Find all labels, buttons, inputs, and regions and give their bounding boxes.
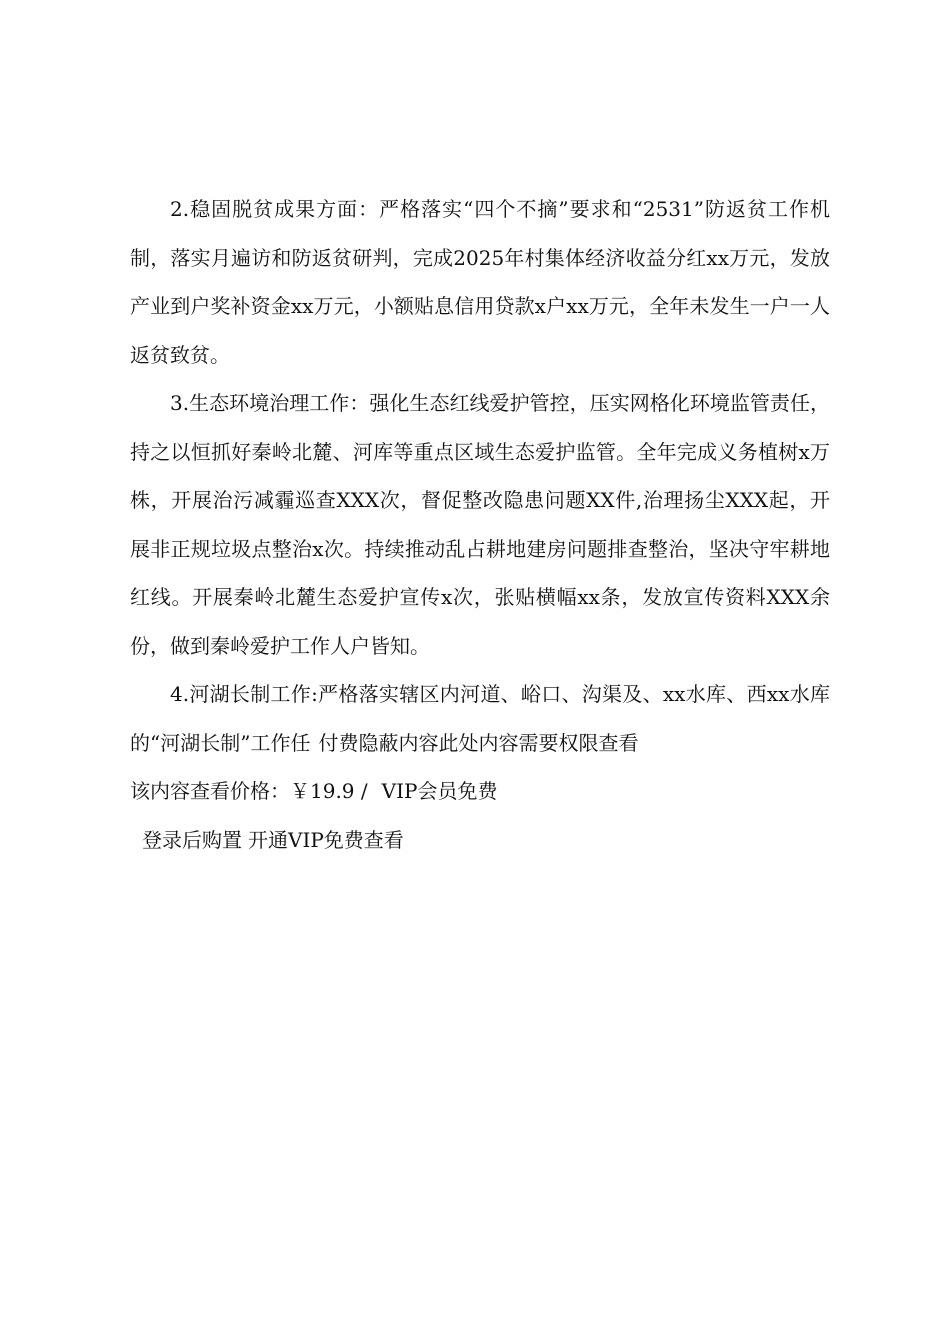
open-vip-button[interactable]: 开通VIP免费查看: [248, 827, 404, 852]
paywall-hidden-notice: 付费隐蔽内容此处内容需要权限查看: [318, 730, 639, 755]
paragraph-poverty-results: 2.稳固脱贫成果方面：严格落实“四个不摘”要求和“2531”防返贫工作机制，落实月遍访和防返贫研判，完成2025年村集体经济收益分红xx万元，发放产业到户奖补资金xx万元，小额贴息信用贷款x户xx万元，全年未发生一户一人返贫致贫。: [130, 197, 830, 367]
paragraph-ecology-governance: 3.生态环境治理工作：强化生态红线爱护管控，压实网格化环境监管责任，持之以恒抓好秦岭北麓、河库等重点区域生态爱护监管。全年完成义务植树x万株，开展治污减霾巡查XXX次，督促整改隐患问题XX件,治理扬尘XXX起，开展非正规垃圾点整治x次。持续推动乱占耕地建房问题排查整治，坚决守牢耕地红线。开展秦岭北麓生态爱护宣传x次，张贴横幅xx条，发放宣传资料XXX余份，做到秦岭爱护工作人户皆知。: [130, 391, 830, 658]
paywall-price-line: [130, 767, 830, 816]
paragraph-river-lake-chief: [130, 670, 830, 767]
paywall-price-label: 该内容查看价格：￥19.9 /: [130, 779, 368, 803]
paywall-actions: [130, 816, 830, 865]
paywall-partial-text: 4.河湖长制工作:严格落实辖区内河道、峪口、沟渠及、xx水库、西xx水库的“河湖长制”工作任: [130, 682, 830, 755]
paywall-vip-label: VIP会员免费: [381, 779, 498, 803]
document-body: [130, 185, 830, 864]
login-purchase-button[interactable]: 登录后购置: [142, 827, 242, 852]
